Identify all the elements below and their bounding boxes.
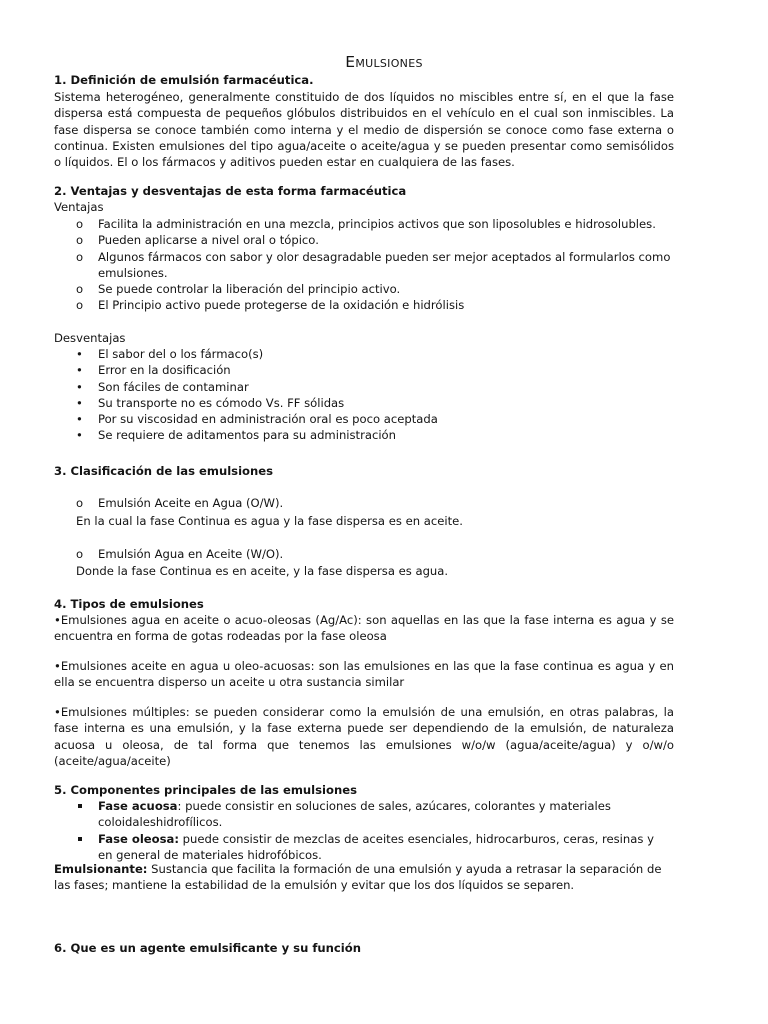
list-item: o Facilita la administración en una mezcla, principios activos que son liposolubles e hidrosolubles. bbox=[76, 217, 656, 231]
bullet-icon: • bbox=[76, 363, 83, 378]
circle-bullet-icon: o bbox=[76, 496, 84, 510]
list-item: • Se requiere de aditamentos para su administración bbox=[76, 428, 397, 443]
bullet-icon: • bbox=[76, 412, 83, 427]
circle-bullet-icon: o bbox=[76, 298, 84, 313]
list-item: • El sabor del o los fármaco(s) bbox=[76, 347, 264, 361]
bullet-icon: • bbox=[76, 347, 83, 361]
list-item: o Pueden aplicarse a nivel oral o tópico. bbox=[76, 233, 319, 248]
list-item: Fase oleosa: puede consistir de mezclas de aceites esenciales, hidrocarburos, ceras, resinas y en general de materiales hidrofóbicos. bbox=[76, 831, 656, 864]
ventajas-label: Ventajas bbox=[54, 200, 104, 214]
section-5-heading: 5. Componentes principales de las emulsiones bbox=[54, 783, 357, 797]
ventajas-list bbox=[76, 216, 676, 314]
tipos-paragraph-3: •Emulsiones múltiples: se pueden considerar como la emulsión de una emulsión, en otras palabras, la fase interna es una emulsión, y la fase externa puede ser dependiendo de la emulsión, de naturaleza acuosa u oleosa, de tal forma que tenemos las emulsiones w/o/w (agua/aceite/agua) y o/w/o (aceite/agua/aceite) bbox=[54, 705, 674, 768]
desventajas-label: Desventajas bbox=[54, 331, 126, 345]
section-6-heading: 6. Que es un agente emulsificante y su función bbox=[54, 941, 361, 955]
section-2-heading: 2. Ventajas y desventajas de esta forma farmacéutica bbox=[54, 184, 407, 198]
tipos-paragraph-1: •Emulsiones agua en aceite o acuo-oleosas (Ag/Ac): son aquellas en las que la fase interna es agua y se encuentra en forma de gotas rodeadas por la fase oleosa bbox=[54, 613, 674, 644]
desventajas-list bbox=[76, 346, 676, 444]
section-1-body: Sistema heterogéneo, generalmente constituido de dos líquidos no miscibles entre sí, en el que la fase dispersa está compuesta de pequeños glóbulos distribuidos en el vehículo en el cual son inmiscibles. La fase dispersa se conoce también como interna y el medio de dispersión se conoce como fase externa o continua. Existen emulsiones del tipo agua/aceite o aceite/agua y se pueden presentar como semisólidos o líquidos. El o los fármacos y aditivos pueden estar en cualquiera de las fases. bbox=[54, 90, 674, 170]
list-item: o El Principio activo puede protegerse de la oxidación e hidrólisis bbox=[76, 298, 465, 313]
list-item: • Error en la dosificación bbox=[76, 363, 231, 378]
section-4-heading: 4. Tipos de emulsiones bbox=[54, 597, 204, 611]
circle-bullet-icon: o bbox=[76, 249, 84, 264]
square-bullet-icon bbox=[78, 837, 82, 841]
list-item: o Emulsión Agua en Aceite (W/O). bbox=[76, 547, 284, 561]
ow-description: En la cual la fase Continua es agua y la fase dispersa es en aceite. bbox=[76, 514, 463, 528]
circle-bullet-icon: o bbox=[76, 217, 84, 231]
bullet-icon: • bbox=[76, 395, 83, 410]
list-item: o Emulsión Aceite en Agua (O/W). bbox=[76, 496, 284, 510]
section-3-heading: 3. Clasificación de las emulsiones bbox=[54, 464, 274, 478]
circle-bullet-icon: o bbox=[76, 547, 84, 561]
list-item: o Algunos fármacos con sabor y olor desagradable pueden ser mejor aceptados al formularlos como emulsiones. bbox=[76, 249, 671, 280]
wo-description: Donde la fase Continua es en aceite, y la fase dispersa es agua. bbox=[76, 564, 449, 578]
emulsionante-paragraph: Emulsionante: Sustancia que facilita la formación de una emulsión y ayuda a retrasar la separación de las fases; mantiene la estabilidad de la emulsión y evitar que los dos líquidos se separen. bbox=[54, 862, 662, 893]
section-1-heading: 1. Definición de emulsión farmacéutica. bbox=[54, 73, 314, 87]
bullet-icon: • bbox=[76, 428, 83, 443]
list-item: • Su transporte no es cómodo Vs. FF sólidas bbox=[76, 395, 345, 410]
ow-item bbox=[76, 495, 676, 511]
circle-bullet-icon: o bbox=[76, 233, 84, 248]
list-item: • Por su viscosidad en administración oral es poco aceptada bbox=[76, 412, 438, 427]
list-item: o Se puede controlar la liberación del principio activo. bbox=[76, 282, 401, 297]
circle-bullet-icon: o bbox=[76, 282, 84, 297]
componentes-list bbox=[76, 798, 656, 863]
list-item: Fase acuosa: puede consistir en soluciones de sales, azúcares, colorantes y materiales coloidaleshidrofílicos. bbox=[76, 798, 656, 831]
document-title: Emulsiones bbox=[345, 53, 423, 71]
list-item: • Son fáciles de contaminar bbox=[76, 379, 249, 394]
square-bullet-icon bbox=[78, 804, 82, 808]
tipos-paragraph-2: •Emulsiones aceite en agua u oleo-acuosas: son las emulsiones en las que la fase continua es agua y en ella se encuentra disperso un aceite u otra sustancia similar bbox=[54, 659, 674, 690]
bullet-icon: • bbox=[76, 379, 83, 394]
wo-item bbox=[76, 546, 676, 562]
